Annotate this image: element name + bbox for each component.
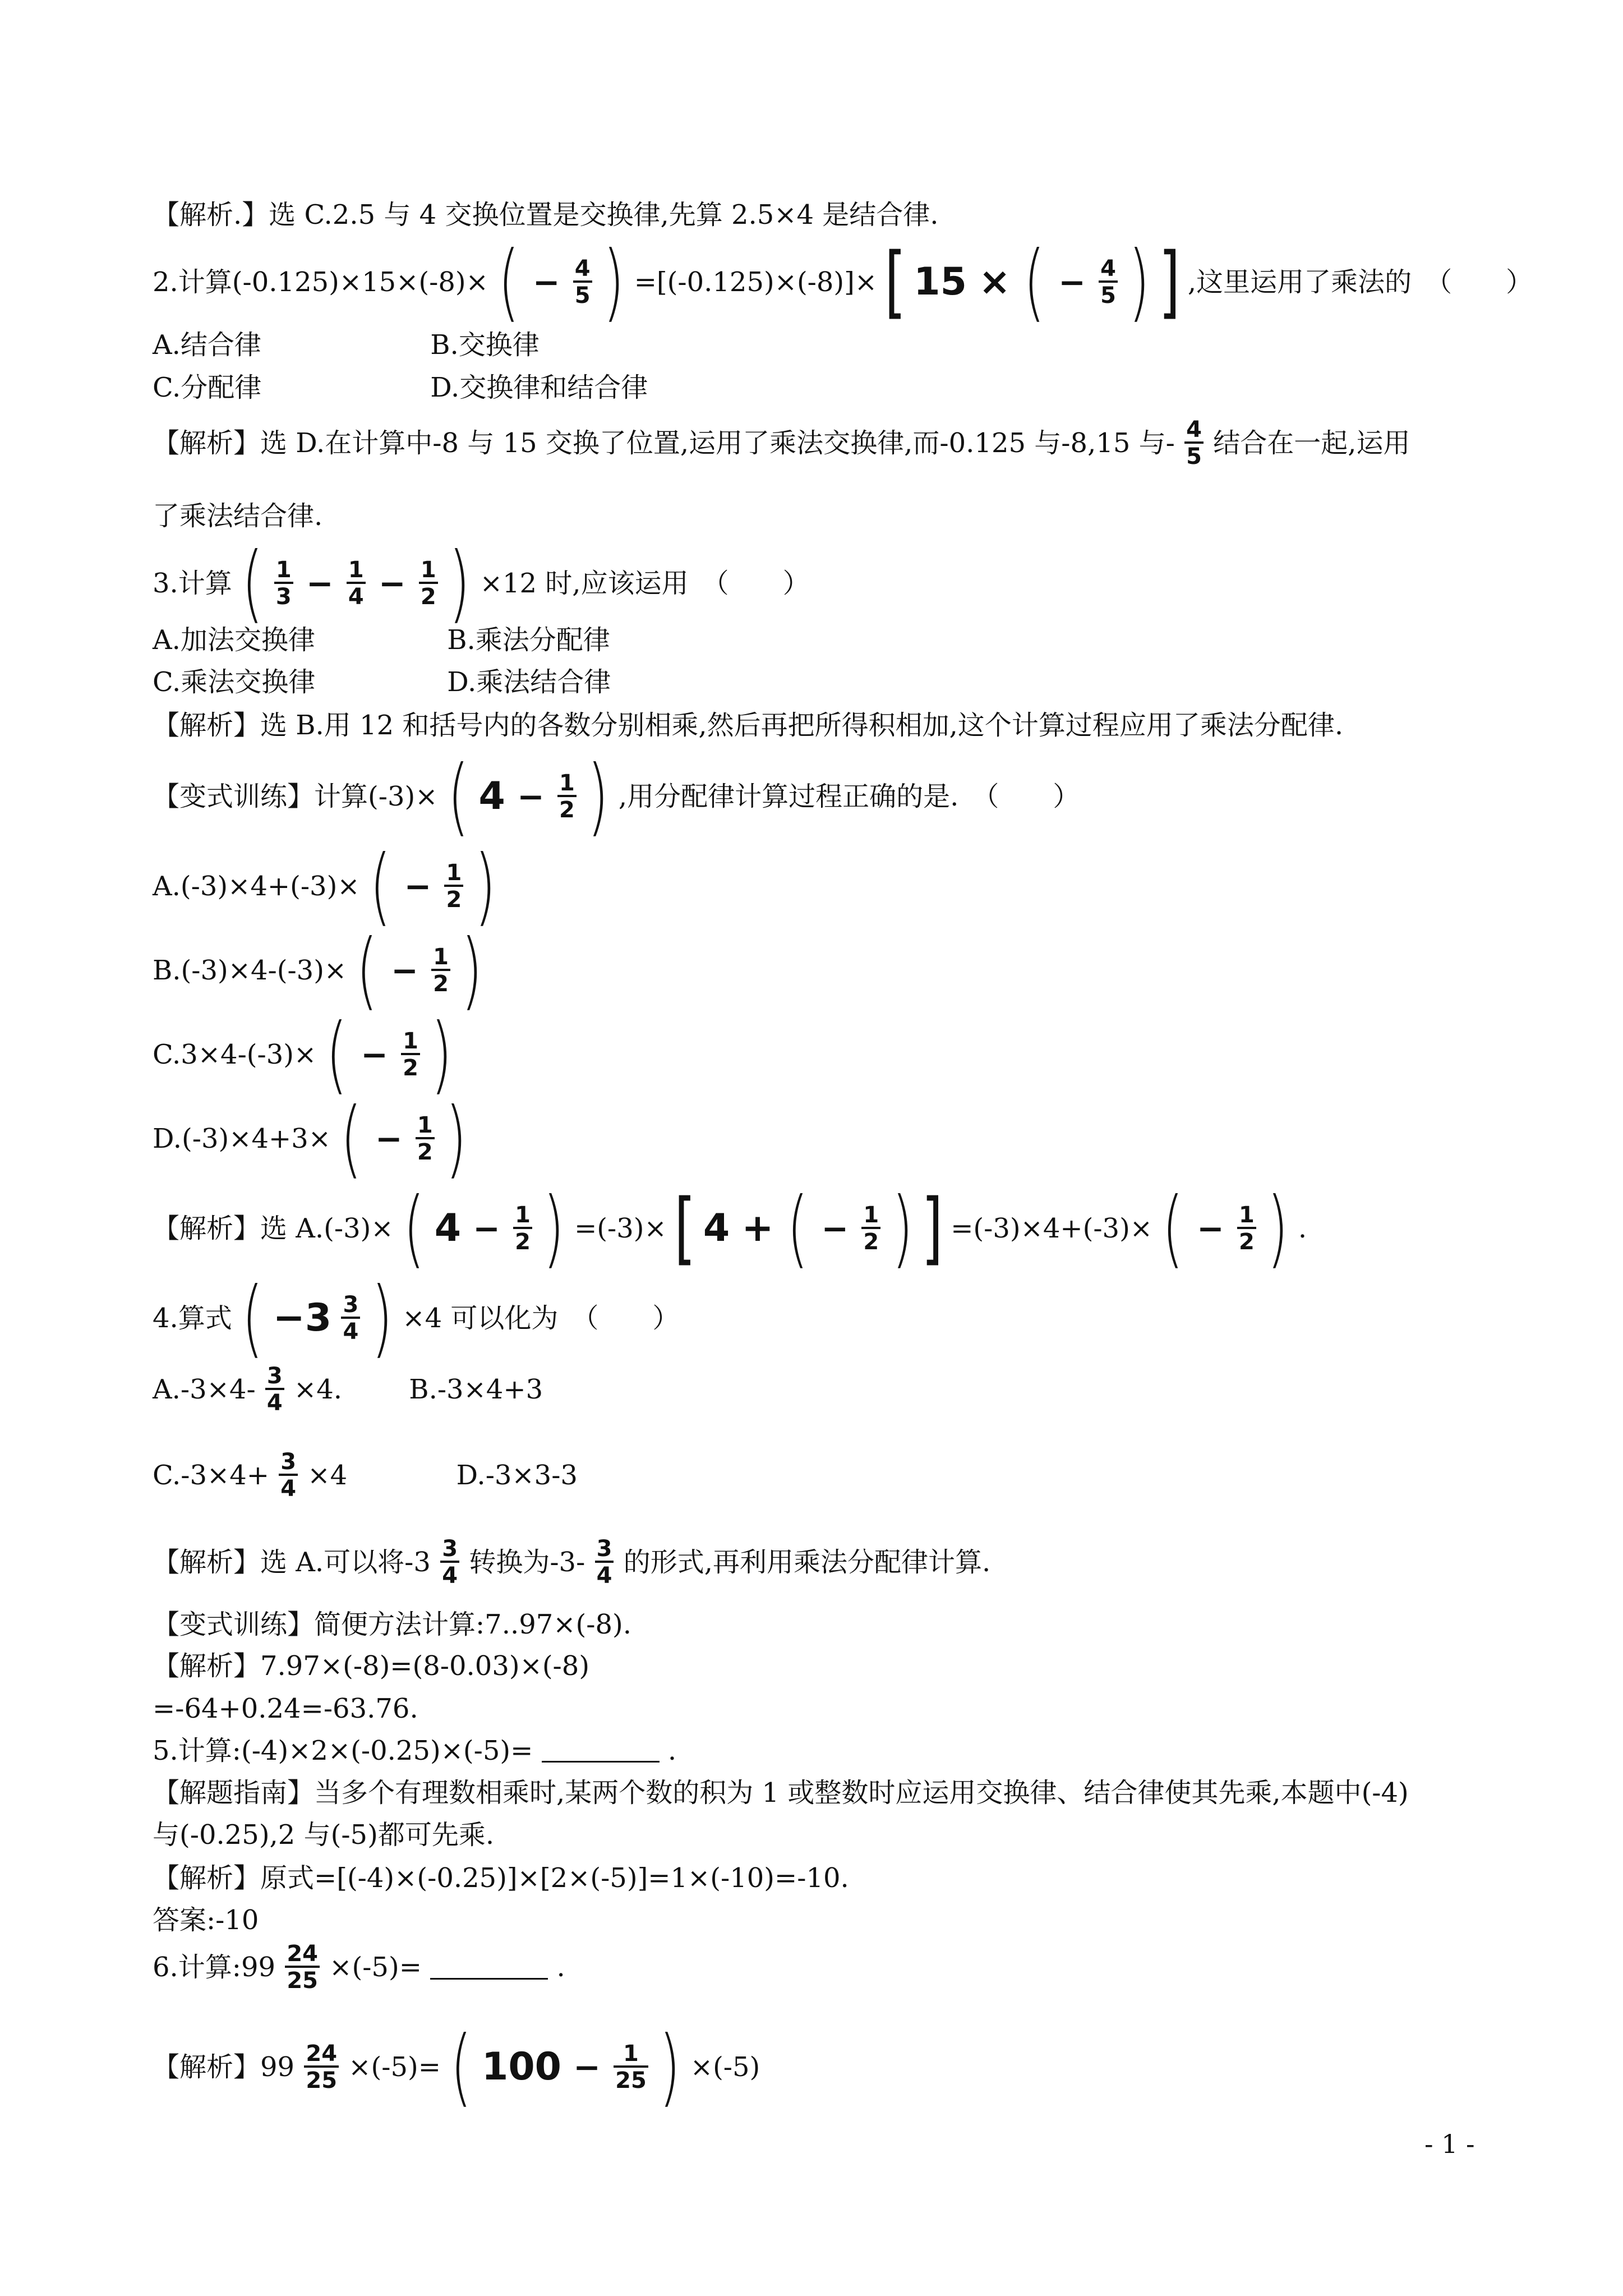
fraction-denominator: 5 bbox=[573, 280, 592, 307]
option-c: C.-3×4+ bbox=[153, 1460, 270, 1491]
minus-sign: − bbox=[821, 1209, 849, 1248]
option-d: D.交换律和结合律 bbox=[430, 371, 648, 403]
analysis-text: 【解析】选 A.可以将-3 bbox=[153, 1547, 431, 1578]
option-a: A.-3×4- bbox=[153, 1374, 256, 1405]
fraction-denominator: 4 bbox=[341, 1317, 360, 1343]
fraction-denominator: 4 bbox=[595, 1561, 614, 1588]
analysis-4 bbox=[153, 1537, 990, 1588]
analysis-5 bbox=[153, 1862, 849, 1892]
fraction-numerator: 3 bbox=[596, 1536, 612, 1562]
options-row bbox=[153, 624, 610, 654]
analysis-text: 【解析】选 A.(-3)× bbox=[153, 1213, 394, 1244]
math-number: 100 bbox=[482, 2045, 561, 2089]
option-c: C.乘法交换律 bbox=[153, 666, 316, 698]
paren-open: ( bbox=[447, 748, 469, 845]
paren-open: ( bbox=[326, 1006, 348, 1103]
answer-blank bbox=[542, 1738, 660, 1763]
fraction-numerator: 3 bbox=[280, 1449, 297, 1475]
answer-text: 答案:-10 bbox=[153, 1904, 259, 1936]
bracket-open: [ bbox=[674, 1182, 696, 1274]
fraction-denominator: 3 bbox=[274, 582, 293, 609]
paren-close: ) bbox=[1267, 1180, 1289, 1277]
page-number: - 1 - bbox=[1424, 2129, 1475, 2159]
fraction-numerator: 1 bbox=[863, 1202, 879, 1228]
analysis-text: 【解析】原式=[(-4)×(-0.25)]×[2×(-5)]=1×(-10)=-10. bbox=[153, 1862, 849, 1894]
fraction-numerator: 24 bbox=[306, 2041, 338, 2067]
question-text: 5.计算:(-4)×2×(-0.25)×(-5)= bbox=[153, 1734, 533, 1766]
analysis-text: 【解析】选 D.在计算中-8 与 15 交换了位置,运用了乘法交换律,而-0.125 与-8,15 与- bbox=[153, 427, 1175, 459]
fraction-numerator: 4 bbox=[1186, 417, 1202, 443]
fraction bbox=[1184, 418, 1204, 468]
variant-training-2 bbox=[153, 1609, 631, 1638]
fraction bbox=[279, 1450, 298, 1501]
analysis-text: ×(-5)= bbox=[348, 2051, 441, 2083]
options-row bbox=[153, 1450, 578, 1501]
question-text: 【变式训练】简便方法计算:7..97×(-8). bbox=[153, 1608, 631, 1640]
fraction-numerator: 3 bbox=[343, 1292, 359, 1318]
fraction bbox=[304, 2042, 339, 2092]
paren-open: ( bbox=[370, 838, 391, 935]
analysis-text: 【解析】选 B.用 12 和括号内的各数分别相乘,然后再把所得积相加,这个计算过程应用了乘法分配律. bbox=[153, 709, 1344, 741]
fraction-numerator: 4 bbox=[1100, 256, 1116, 282]
option-a: A.结合律 bbox=[153, 329, 261, 361]
paren-open: ( bbox=[403, 1180, 425, 1277]
fraction-denominator: 2 bbox=[861, 1227, 880, 1254]
paren-close: ) bbox=[371, 1269, 393, 1367]
analysis-2 bbox=[153, 418, 1410, 468]
option-text: B.(-3)×4-(-3)× bbox=[153, 955, 347, 986]
question-text: 4.算式 bbox=[153, 1303, 232, 1334]
paren-close: ) bbox=[474, 838, 496, 935]
fraction bbox=[347, 558, 366, 609]
analysis-text: . bbox=[1298, 1213, 1307, 1244]
math-number: 15 bbox=[914, 260, 967, 304]
problem-guide-cont bbox=[153, 1819, 495, 1851]
question-text: . bbox=[667, 1734, 677, 1766]
option-c: C.分配律 bbox=[153, 371, 262, 403]
fraction-denominator: 5 bbox=[1184, 441, 1204, 468]
option-c bbox=[153, 1006, 454, 1103]
option-b bbox=[153, 922, 484, 1019]
analysis-text: 转换为-3- bbox=[469, 1547, 585, 1578]
minus-sign: − bbox=[361, 1036, 388, 1074]
fraction-denominator: 2 bbox=[557, 795, 577, 822]
paren-open: ( bbox=[498, 233, 520, 331]
options-row bbox=[153, 666, 611, 696]
question-text: =[(-0.125)×(-8)]× bbox=[634, 266, 878, 298]
question-6 bbox=[153, 1942, 565, 1993]
fraction bbox=[1237, 1203, 1256, 1254]
answer-blank bbox=[430, 1955, 548, 1980]
math-number: −3 bbox=[273, 1296, 332, 1340]
question-text: ×(-5)= bbox=[329, 1952, 422, 1983]
fraction-denominator: 4 bbox=[265, 1388, 284, 1415]
plus-sign: + bbox=[741, 1206, 774, 1250]
minus-sign: − bbox=[391, 951, 418, 990]
fraction-denominator: 2 bbox=[401, 1053, 420, 1080]
guide-text: 与(-0.25),2 与(-5)都可先乘. bbox=[153, 1819, 495, 1851]
option-d bbox=[153, 1090, 468, 1188]
option-b: B.交换律 bbox=[430, 329, 540, 361]
option-c-tail: ×4 bbox=[307, 1460, 348, 1491]
option-text: C.3×4-(-3)× bbox=[153, 1039, 317, 1070]
minus-sign: − bbox=[378, 564, 406, 602]
minus-sign: − bbox=[1058, 263, 1086, 301]
answer-5 bbox=[153, 1904, 259, 1934]
option-a: A.加法交换律 bbox=[153, 624, 315, 656]
fraction-denominator: 2 bbox=[431, 969, 450, 996]
fraction bbox=[513, 1203, 532, 1254]
minus-sign: − bbox=[573, 2048, 601, 2086]
option-b: B.乘法分配律 bbox=[447, 624, 610, 656]
bracket-open: [ bbox=[884, 236, 906, 328]
analysis-variant-2 bbox=[153, 1650, 589, 1680]
fraction-denominator: 4 bbox=[440, 1561, 459, 1588]
minus-sign: − bbox=[517, 777, 545, 816]
question-4 bbox=[153, 1269, 680, 1367]
paren-close: ) bbox=[1128, 233, 1150, 331]
minus-sign: − bbox=[473, 1209, 500, 1248]
fraction-numerator: 1 bbox=[348, 557, 364, 583]
fraction bbox=[595, 1537, 614, 1588]
question-text: ×12 时,应该运用 （ ） bbox=[479, 568, 810, 599]
math-number: 4 bbox=[434, 1206, 462, 1250]
option-b: B.-3×4+3 bbox=[409, 1374, 543, 1405]
fraction bbox=[401, 1029, 420, 1080]
problem-guide bbox=[153, 1777, 1409, 1809]
paren-open: ( bbox=[242, 535, 264, 632]
option-text: A.(-3)×4+(-3)× bbox=[153, 871, 360, 902]
question-text: 6.计算:99 bbox=[153, 1952, 276, 1983]
minus-sign: − bbox=[1197, 1209, 1224, 1248]
minus-sign: − bbox=[375, 1120, 403, 1158]
question-5 bbox=[153, 1735, 676, 1764]
fraction bbox=[861, 1203, 880, 1254]
fraction-denominator: 2 bbox=[419, 582, 438, 609]
analysis-text: 结合在一起,运用 bbox=[1213, 427, 1410, 459]
fraction bbox=[440, 1537, 459, 1588]
minus-sign: − bbox=[306, 564, 334, 602]
paren-close: ) bbox=[445, 1090, 467, 1188]
fraction-numerator: 3 bbox=[266, 1363, 283, 1389]
fraction bbox=[285, 1942, 320, 1993]
analysis-text: 的形式,再利用乘法分配律计算. bbox=[623, 1547, 991, 1578]
minus-sign: − bbox=[532, 263, 560, 301]
fraction bbox=[557, 771, 577, 822]
analysis-text: =-64+0.24=-63.76. bbox=[153, 1692, 418, 1724]
fraction-denominator: 5 bbox=[1099, 280, 1118, 307]
fraction bbox=[1099, 257, 1118, 307]
question-text: 【变式训练】计算(-3)× bbox=[153, 781, 438, 812]
fraction bbox=[416, 1114, 435, 1164]
options-row bbox=[153, 372, 648, 401]
question-text: ,用分配律计算过程正确的是. （ ） bbox=[618, 781, 1080, 812]
paren-open: ( bbox=[1023, 233, 1045, 331]
analysis-text: 【解析】99 bbox=[153, 2051, 295, 2083]
fraction-numerator: 1 bbox=[446, 860, 462, 886]
math-number: 4 bbox=[703, 1206, 730, 1250]
fraction-denominator: 2 bbox=[513, 1227, 532, 1254]
fraction-numerator: 3 bbox=[442, 1536, 458, 1562]
paren-close: ) bbox=[543, 1180, 565, 1277]
bracket-close: ] bbox=[1159, 236, 1181, 328]
option-a bbox=[153, 838, 497, 935]
question-2 bbox=[153, 233, 1533, 331]
analysis-6 bbox=[153, 2018, 760, 2116]
option-text: D.(-3)×4+3× bbox=[153, 1123, 331, 1154]
question-text: ×4 可以化为 （ ） bbox=[402, 1303, 680, 1334]
paren-close: ) bbox=[431, 1006, 453, 1103]
fraction-denominator: 2 bbox=[416, 1137, 435, 1164]
question-3 bbox=[153, 535, 810, 632]
paren-open: ( bbox=[340, 1090, 362, 1188]
fraction-denominator: 2 bbox=[1237, 1227, 1256, 1254]
paren-close: ) bbox=[603, 233, 625, 331]
analysis-3 bbox=[153, 710, 1343, 739]
times-sign: × bbox=[979, 260, 1011, 304]
fraction-numerator: 1 bbox=[623, 2041, 639, 2067]
analysis-variant-1 bbox=[153, 1180, 1307, 1277]
analysis-text: =(-3)×4+(-3)× bbox=[951, 1213, 1153, 1244]
fraction-numerator: 4 bbox=[574, 256, 591, 282]
paren-open: ( bbox=[450, 2018, 472, 2116]
analysis-variant-2-cont bbox=[153, 1693, 418, 1722]
fraction-numerator: 1 bbox=[417, 1112, 433, 1138]
fraction-denominator: 4 bbox=[279, 1474, 298, 1501]
paren-close: ) bbox=[891, 1180, 913, 1277]
paren-open: ( bbox=[1162, 1180, 1184, 1277]
fraction-numerator: 1 bbox=[403, 1028, 418, 1054]
bracket-close: ] bbox=[921, 1182, 943, 1274]
fraction bbox=[274, 558, 293, 609]
fraction bbox=[431, 945, 450, 996]
fraction-numerator: 1 bbox=[275, 557, 292, 583]
option-d: D.-3×3-3 bbox=[456, 1460, 578, 1491]
fraction bbox=[573, 257, 592, 307]
guide-text: 【解题指南】当多个有理数相乘时,某两个数的积为 1 或整数时应运用交换律、结合律使其先乘,本题中(-4) bbox=[153, 1777, 1409, 1809]
fraction bbox=[444, 861, 463, 912]
paren-close: ) bbox=[587, 748, 609, 845]
fraction-denominator: 25 bbox=[285, 1966, 320, 1993]
analysis-text: =(-3)× bbox=[574, 1213, 667, 1244]
options-row bbox=[153, 329, 540, 361]
paren-close: ) bbox=[659, 2018, 681, 2116]
variant-training-1 bbox=[153, 748, 1080, 845]
paren-open: ( bbox=[356, 922, 378, 1019]
analysis-2-cont bbox=[153, 500, 322, 530]
fraction-denominator: 4 bbox=[347, 582, 366, 609]
fraction-numerator: 1 bbox=[559, 770, 575, 796]
option-d: D.乘法结合律 bbox=[447, 666, 611, 698]
fraction bbox=[419, 558, 438, 609]
fraction-numerator: 1 bbox=[1238, 1202, 1255, 1228]
question-text: 2.计算(-0.125)×15×(-8)× bbox=[153, 266, 488, 298]
paren-open: ( bbox=[242, 1269, 264, 1367]
analysis-text: 了乘法结合律. bbox=[153, 500, 323, 532]
paren-open: ( bbox=[786, 1180, 809, 1277]
paren-close: ) bbox=[449, 535, 471, 632]
minus-sign: − bbox=[404, 867, 432, 905]
question-text: 3.计算 bbox=[153, 568, 232, 599]
fraction-numerator: 24 bbox=[287, 1941, 318, 1967]
options-row bbox=[153, 1364, 543, 1415]
question-text: ,这里运用了乘法的 （ ） bbox=[1187, 266, 1533, 298]
option-a-tail: ×4. bbox=[294, 1374, 343, 1405]
math-number: 4 bbox=[478, 774, 505, 818]
question-text: . bbox=[556, 1952, 565, 1983]
fraction-numerator: 1 bbox=[433, 944, 449, 970]
analysis-line-1 bbox=[153, 199, 939, 231]
fraction-numerator: 1 bbox=[515, 1202, 531, 1228]
analysis-text: ×(-5) bbox=[690, 2051, 760, 2083]
paren-close: ) bbox=[461, 922, 483, 1019]
fraction bbox=[614, 2042, 648, 2092]
fraction-denominator: 25 bbox=[304, 2065, 339, 2092]
fraction-numerator: 1 bbox=[420, 557, 436, 583]
fraction bbox=[341, 1293, 360, 1343]
analysis-text: 【解析.】选 C.2.5 与 4 交换位置是交换律,先算 2.5×4 是结合律. bbox=[153, 199, 939, 231]
fraction-denominator: 2 bbox=[444, 885, 463, 912]
fraction bbox=[265, 1364, 284, 1415]
analysis-text: 【解析】7.97×(-8)=(8-0.03)×(-8) bbox=[153, 1650, 590, 1682]
fraction-denominator: 25 bbox=[614, 2065, 648, 2092]
